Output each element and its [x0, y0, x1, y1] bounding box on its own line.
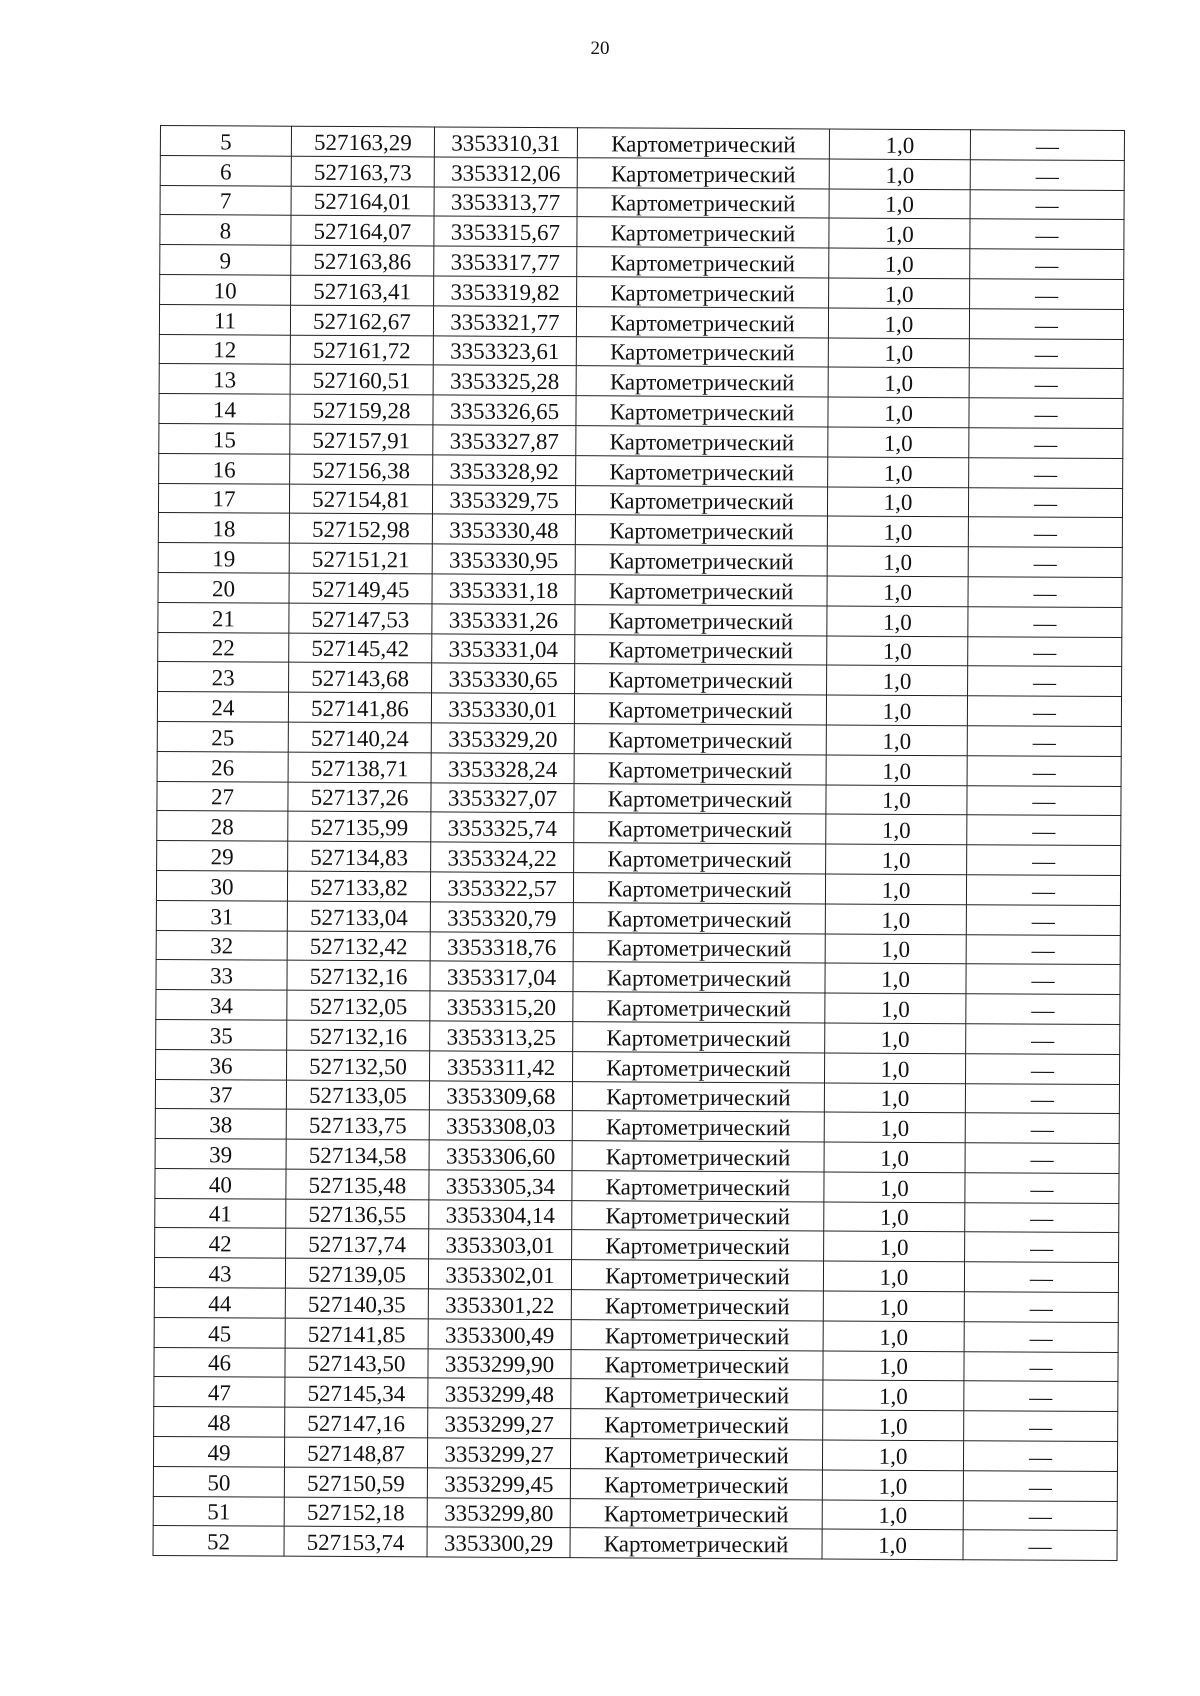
y-coordinate-cell: 3353306,60: [429, 1140, 572, 1171]
method-cell: Картометрический: [573, 902, 825, 933]
accuracy-cell: 1,0: [827, 487, 968, 518]
point-number-cell: 48: [154, 1407, 285, 1437]
accuracy-cell: 1,0: [827, 606, 968, 637]
accuracy-cell: 1,0: [828, 338, 969, 369]
x-coordinate-cell: 527143,50: [285, 1348, 428, 1379]
y-coordinate-cell: 3353321,77: [433, 306, 576, 337]
note-cell: —: [966, 964, 1120, 995]
method-cell: Картометрический: [577, 157, 829, 188]
y-coordinate-cell: 3353318,76: [430, 931, 573, 962]
x-coordinate-cell: 527133,05: [286, 1080, 429, 1111]
y-coordinate-cell: 3353299,80: [427, 1498, 570, 1529]
method-cell: Картометрический: [576, 455, 828, 486]
point-number-cell: 38: [155, 1109, 286, 1139]
method-cell: Картометрический: [572, 1200, 824, 1231]
coordinates-table: [153, 125, 1125, 1561]
note-cell: —: [964, 1351, 1118, 1382]
x-coordinate-cell: 527134,58: [286, 1139, 429, 1170]
accuracy-cell: 1,0: [826, 785, 967, 816]
y-coordinate-cell: 3353325,74: [431, 812, 574, 843]
note-cell: —: [964, 1262, 1118, 1293]
note-cell: —: [967, 726, 1121, 757]
accuracy-cell: 1,0: [823, 1321, 964, 1352]
accuracy-cell: 1,0: [825, 904, 966, 935]
point-number-cell: 22: [158, 632, 289, 662]
method-cell: Картометрический: [574, 724, 826, 755]
y-coordinate-cell: 3353303,01: [429, 1229, 572, 1260]
y-coordinate-cell: 3353302,01: [428, 1259, 571, 1290]
note-cell: —: [967, 815, 1121, 846]
accuracy-cell: 1,0: [827, 665, 968, 696]
accuracy-cell: 1,0: [824, 1202, 965, 1233]
accuracy-cell: 1,0: [823, 1261, 964, 1292]
y-coordinate-cell: 3353308,03: [429, 1110, 572, 1141]
point-number-cell: 5: [160, 126, 291, 156]
point-number-cell: 49: [153, 1437, 284, 1467]
point-number-cell: 8: [160, 215, 291, 245]
note-cell: —: [970, 279, 1124, 310]
x-coordinate-cell: 527133,82: [287, 871, 430, 902]
point-number-cell: 27: [157, 781, 288, 811]
point-number-cell: 40: [155, 1168, 286, 1198]
point-number-cell: 24: [157, 692, 288, 722]
point-number-cell: 21: [158, 602, 289, 632]
accuracy-cell: 1,0: [827, 576, 968, 607]
method-cell: Картометрический: [575, 664, 827, 695]
y-coordinate-cell: 3353299,48: [428, 1378, 571, 1409]
x-coordinate-cell: 527140,24: [288, 722, 431, 753]
point-number-cell: 13: [159, 364, 290, 394]
accuracy-cell: 1,0: [824, 1231, 965, 1262]
accuracy-cell: 1,0: [826, 814, 967, 845]
x-coordinate-cell: 527141,86: [288, 692, 431, 723]
x-coordinate-cell: 527163,41: [291, 275, 434, 306]
x-coordinate-cell: 527163,73: [291, 156, 434, 187]
y-coordinate-cell: 3353329,75: [432, 484, 575, 515]
method-cell: Картометрический: [577, 217, 829, 248]
x-coordinate-cell: 527145,34: [285, 1378, 428, 1409]
accuracy-cell: 1,0: [828, 397, 969, 428]
accuracy-cell: 1,0: [824, 1112, 965, 1143]
point-number-cell: 30: [156, 870, 287, 900]
y-coordinate-cell: 3353326,65: [433, 395, 576, 426]
x-coordinate-cell: 527138,71: [288, 752, 431, 783]
point-number-cell: 35: [156, 1019, 287, 1049]
method-cell: Картометрический: [571, 1349, 823, 1380]
method-cell: Картометрический: [575, 545, 827, 576]
x-coordinate-cell: 527132,42: [287, 931, 430, 962]
x-coordinate-cell: 527137,26: [288, 782, 431, 813]
accuracy-cell: 1,0: [829, 278, 970, 309]
method-cell: Картометрический: [573, 1022, 825, 1053]
note-cell: —: [966, 904, 1120, 935]
accuracy-cell: 1,0: [825, 993, 966, 1024]
y-coordinate-cell: 3353330,95: [432, 544, 575, 575]
x-coordinate-cell: 527143,68: [289, 663, 432, 694]
note-cell: —: [964, 1381, 1118, 1412]
method-cell: Картометрический: [576, 336, 828, 367]
note-cell: —: [963, 1500, 1117, 1531]
point-number-cell: 51: [153, 1496, 284, 1526]
method-cell: Картометрический: [571, 1290, 823, 1321]
x-coordinate-cell: 527132,50: [287, 1050, 430, 1081]
point-number-cell: 42: [155, 1228, 286, 1258]
note-cell: —: [967, 755, 1121, 786]
method-cell: Картометрический: [574, 843, 826, 874]
note-cell: —: [968, 487, 1122, 518]
method-cell: Картометрический: [574, 783, 826, 814]
y-coordinate-cell: 3353299,27: [428, 1408, 571, 1439]
accuracy-cell: 1,0: [822, 1500, 963, 1531]
x-coordinate-cell: 527137,74: [286, 1229, 429, 1260]
accuracy-cell: 1,0: [826, 695, 967, 726]
method-cell: Картометрический: [574, 753, 826, 784]
method-cell: Картометрический: [575, 604, 827, 635]
point-number-cell: 37: [155, 1079, 286, 1109]
note-cell: —: [970, 249, 1124, 280]
y-coordinate-cell: 3353304,14: [429, 1200, 572, 1231]
y-coordinate-cell: 3353309,68: [429, 1080, 572, 1111]
accuracy-cell: 1,0: [824, 1172, 965, 1203]
method-cell: Картометрический: [572, 1230, 824, 1261]
note-cell: —: [964, 1322, 1118, 1353]
method-cell: Картометрический: [571, 1260, 823, 1291]
note-cell: —: [970, 160, 1124, 191]
note-cell: —: [965, 1053, 1119, 1084]
point-number-cell: 26: [157, 751, 288, 781]
point-number-cell: 43: [154, 1258, 285, 1288]
method-cell: Картометрический: [574, 694, 826, 725]
x-coordinate-cell: 527133,04: [287, 901, 430, 932]
y-coordinate-cell: 3353330,01: [431, 693, 574, 724]
note-cell: —: [968, 606, 1122, 637]
point-number-cell: 23: [158, 662, 289, 692]
x-coordinate-cell: 527136,55: [286, 1199, 429, 1230]
y-coordinate-cell: 3353313,25: [430, 1021, 573, 1052]
accuracy-cell: 1,0: [829, 159, 970, 190]
method-cell: Картометрический: [577, 128, 829, 159]
point-number-cell: 12: [159, 334, 290, 364]
accuracy-cell: 1,0: [826, 725, 967, 756]
accuracy-cell: 1,0: [826, 844, 967, 875]
table-row: [153, 1526, 1117, 1561]
note-cell: —: [969, 368, 1123, 399]
accuracy-cell: 1,0: [829, 218, 970, 249]
note-cell: —: [965, 1173, 1119, 1204]
y-coordinate-cell: 3353311,42: [430, 1051, 573, 1082]
note-cell: —: [967, 785, 1121, 816]
note-cell: —: [967, 845, 1121, 876]
note-cell: —: [970, 130, 1124, 161]
point-number-cell: 11: [159, 304, 290, 334]
note-cell: —: [965, 1202, 1119, 1233]
method-cell: Картометрический: [574, 813, 826, 844]
accuracy-cell: 1,0: [829, 129, 970, 160]
point-number-cell: 20: [158, 572, 289, 602]
method-cell: Картометрический: [576, 426, 828, 457]
x-coordinate-cell: 527132,05: [287, 990, 430, 1021]
note-cell: —: [968, 517, 1122, 548]
point-number-cell: 50: [153, 1466, 284, 1496]
x-coordinate-cell: 527145,42: [289, 633, 432, 664]
point-number-cell: 10: [160, 274, 291, 304]
coordinates-table-body: [153, 126, 1124, 1561]
accuracy-cell: 1,0: [824, 1082, 965, 1113]
y-coordinate-cell: 3353299,45: [427, 1468, 570, 1499]
note-cell: —: [966, 934, 1120, 965]
method-cell: Картометрический: [572, 1081, 824, 1112]
point-number-cell: 34: [156, 990, 287, 1020]
note-cell: —: [969, 338, 1123, 369]
x-coordinate-cell: 527134,83: [288, 841, 431, 872]
y-coordinate-cell: 3353327,87: [433, 425, 576, 456]
x-coordinate-cell: 527135,99: [288, 812, 431, 843]
x-coordinate-cell: 527152,98: [289, 514, 432, 545]
accuracy-cell: 1,0: [822, 1529, 963, 1560]
y-coordinate-cell: 3353315,20: [430, 991, 573, 1022]
y-coordinate-cell: 3353299,90: [428, 1349, 571, 1380]
note-cell: —: [970, 219, 1124, 250]
point-number-cell: 6: [160, 155, 291, 185]
x-coordinate-cell: 527163,86: [291, 245, 434, 276]
y-coordinate-cell: 3353331,04: [432, 633, 575, 664]
y-coordinate-cell: 3353310,31: [434, 127, 577, 158]
point-number-cell: 47: [154, 1377, 285, 1407]
point-number-cell: 29: [157, 841, 288, 871]
method-cell: Картометрический: [575, 634, 827, 665]
x-coordinate-cell: 527139,05: [285, 1258, 428, 1289]
method-cell: Картометрический: [573, 932, 825, 963]
x-coordinate-cell: 527153,74: [284, 1527, 427, 1558]
accuracy-cell: 1,0: [823, 1380, 964, 1411]
accuracy-cell: 1,0: [823, 1291, 964, 1322]
accuracy-cell: 1,0: [829, 189, 970, 220]
y-coordinate-cell: 3353301,22: [428, 1289, 571, 1320]
point-number-cell: 41: [155, 1198, 286, 1228]
note-cell: —: [968, 577, 1122, 608]
note-cell: —: [963, 1530, 1117, 1561]
point-number-cell: 17: [158, 483, 289, 513]
note-cell: —: [968, 636, 1122, 667]
y-coordinate-cell: 3353312,06: [434, 157, 577, 188]
point-number-cell: 18: [158, 513, 289, 543]
y-coordinate-cell: 3353319,82: [434, 276, 577, 307]
y-coordinate-cell: 3353317,77: [434, 246, 577, 277]
point-number-cell: 28: [157, 811, 288, 841]
method-cell: Картометрический: [573, 962, 825, 993]
method-cell: Картометрический: [575, 515, 827, 546]
note-cell: —: [969, 458, 1123, 489]
accuracy-cell: 1,0: [828, 308, 969, 339]
x-coordinate-cell: 527164,07: [291, 216, 434, 247]
note-cell: —: [969, 309, 1123, 340]
note-cell: —: [964, 1411, 1118, 1442]
note-cell: —: [965, 1113, 1119, 1144]
method-cell: Картометрический: [576, 396, 828, 427]
page-number: 20: [590, 38, 610, 59]
accuracy-cell: 1,0: [822, 1470, 963, 1501]
note-cell: —: [965, 1083, 1119, 1114]
point-number-cell: 52: [153, 1526, 284, 1556]
x-coordinate-cell: 527133,75: [286, 1109, 429, 1140]
x-coordinate-cell: 527160,51: [290, 365, 433, 396]
note-cell: —: [966, 994, 1120, 1025]
x-coordinate-cell: 527154,81: [289, 484, 432, 515]
x-coordinate-cell: 527135,48: [286, 1169, 429, 1200]
point-number-cell: 33: [156, 960, 287, 990]
point-number-cell: 15: [159, 423, 290, 453]
x-coordinate-cell: 527149,45: [289, 573, 432, 604]
y-coordinate-cell: 3353328,92: [433, 455, 576, 486]
y-coordinate-cell: 3353330,48: [432, 514, 575, 545]
note-cell: —: [970, 189, 1124, 220]
note-cell: —: [969, 428, 1123, 459]
point-number-cell: 45: [154, 1317, 285, 1347]
accuracy-cell: 1,0: [825, 1023, 966, 1054]
y-coordinate-cell: 3353324,22: [431, 842, 574, 873]
x-coordinate-cell: 527132,16: [287, 960, 430, 991]
note-cell: —: [969, 398, 1123, 429]
note-cell: —: [968, 547, 1122, 578]
accuracy-cell: 1,0: [825, 934, 966, 965]
x-coordinate-cell: 527162,67: [290, 305, 433, 336]
note-cell: —: [968, 666, 1122, 697]
point-number-cell: 16: [159, 453, 290, 483]
accuracy-cell: 1,0: [823, 1410, 964, 1441]
method-cell: Картометрический: [577, 187, 829, 218]
y-coordinate-cell: 3353300,29: [427, 1527, 570, 1558]
accuracy-cell: 1,0: [827, 636, 968, 667]
y-coordinate-cell: 3353305,34: [429, 1170, 572, 1201]
note-cell: —: [963, 1441, 1117, 1472]
accuracy-cell: 1,0: [828, 427, 969, 458]
y-coordinate-cell: 3353313,77: [434, 187, 577, 218]
point-number-cell: 31: [156, 900, 287, 930]
x-coordinate-cell: 527141,85: [285, 1318, 428, 1349]
point-number-cell: 32: [156, 930, 287, 960]
y-coordinate-cell: 3353329,20: [431, 723, 574, 754]
y-coordinate-cell: 3353323,61: [433, 336, 576, 367]
accuracy-cell: 1,0: [827, 546, 968, 577]
note-cell: —: [965, 1143, 1119, 1174]
accuracy-cell: 1,0: [825, 963, 966, 994]
note-cell: —: [964, 1292, 1118, 1323]
x-coordinate-cell: 527152,18: [284, 1497, 427, 1528]
note-cell: —: [966, 875, 1120, 906]
x-coordinate-cell: 527147,16: [285, 1407, 428, 1438]
note-cell: —: [966, 1024, 1120, 1055]
x-coordinate-cell: 527147,53: [289, 603, 432, 634]
method-cell: Картометрический: [571, 1320, 823, 1351]
point-number-cell: 19: [158, 543, 289, 573]
method-cell: Картометрический: [572, 1111, 824, 1142]
method-cell: Картометрический: [576, 306, 828, 337]
point-number-cell: 25: [157, 721, 288, 751]
method-cell: Картометрический: [570, 1498, 822, 1529]
y-coordinate-cell: 3353328,24: [431, 753, 574, 784]
method-cell: Картометрический: [577, 247, 829, 278]
method-cell: Картометрический: [571, 1409, 823, 1440]
x-coordinate-cell: 527161,72: [290, 335, 433, 366]
note-cell: —: [965, 1232, 1119, 1263]
x-coordinate-cell: 527164,01: [291, 186, 434, 217]
y-coordinate-cell: 3353322,57: [430, 872, 573, 903]
y-coordinate-cell: 3353325,28: [433, 365, 576, 396]
method-cell: Картометрический: [571, 1379, 823, 1410]
accuracy-cell: 1,0: [825, 874, 966, 905]
method-cell: Картометрический: [573, 873, 825, 904]
point-number-cell: 9: [160, 245, 291, 275]
accuracy-cell: 1,0: [827, 516, 968, 547]
note-cell: —: [963, 1471, 1117, 1502]
method-cell: Картометрический: [570, 1439, 822, 1470]
x-coordinate-cell: 527150,59: [284, 1467, 427, 1498]
method-cell: Картометрический: [570, 1528, 822, 1559]
y-coordinate-cell: 3353300,49: [428, 1319, 571, 1350]
point-number-cell: 7: [160, 185, 291, 215]
accuracy-cell: 1,0: [824, 1142, 965, 1173]
accuracy-cell: 1,0: [824, 1053, 965, 1084]
point-number-cell: 46: [154, 1347, 285, 1377]
x-coordinate-cell: 527157,91: [290, 424, 433, 455]
method-cell: Картометрический: [572, 1141, 824, 1172]
y-coordinate-cell: 3353327,07: [431, 782, 574, 813]
method-cell: Картометрический: [572, 1051, 824, 1082]
x-coordinate-cell: 527156,38: [290, 454, 433, 485]
accuracy-cell: 1,0: [822, 1440, 963, 1471]
method-cell: Картометрический: [572, 1171, 824, 1202]
method-cell: Картометрический: [573, 992, 825, 1023]
y-coordinate-cell: 3353331,26: [432, 604, 575, 635]
method-cell: Картометрический: [576, 366, 828, 397]
point-number-cell: 14: [159, 394, 290, 424]
x-coordinate-cell: 527163,29: [291, 126, 434, 157]
point-number-cell: 44: [154, 1288, 285, 1318]
accuracy-cell: 1,0: [823, 1351, 964, 1382]
y-coordinate-cell: 3353315,67: [434, 216, 577, 247]
point-number-cell: 36: [156, 1049, 287, 1079]
method-cell: Картометрический: [570, 1469, 822, 1500]
accuracy-cell: 1,0: [828, 367, 969, 398]
y-coordinate-cell: 3353330,65: [432, 663, 575, 694]
method-cell: Картометрический: [575, 575, 827, 606]
accuracy-cell: 1,0: [828, 457, 969, 488]
x-coordinate-cell: 527148,87: [284, 1437, 427, 1468]
y-coordinate-cell: 3353317,04: [430, 961, 573, 992]
accuracy-cell: 1,0: [826, 755, 967, 786]
accuracy-cell: 1,0: [829, 248, 970, 279]
point-number-cell: 39: [155, 1139, 286, 1169]
y-coordinate-cell: 3353320,79: [430, 902, 573, 933]
method-cell: Картометрический: [575, 485, 827, 516]
x-coordinate-cell: 527132,16: [287, 1020, 430, 1051]
y-coordinate-cell: 3353331,18: [432, 574, 575, 605]
y-coordinate-cell: 3353299,27: [427, 1438, 570, 1469]
method-cell: Картометрический: [577, 277, 829, 308]
note-cell: —: [967, 696, 1121, 727]
x-coordinate-cell: 527159,28: [290, 394, 433, 425]
x-coordinate-cell: 527151,21: [289, 543, 432, 574]
x-coordinate-cell: 527140,35: [285, 1288, 428, 1319]
